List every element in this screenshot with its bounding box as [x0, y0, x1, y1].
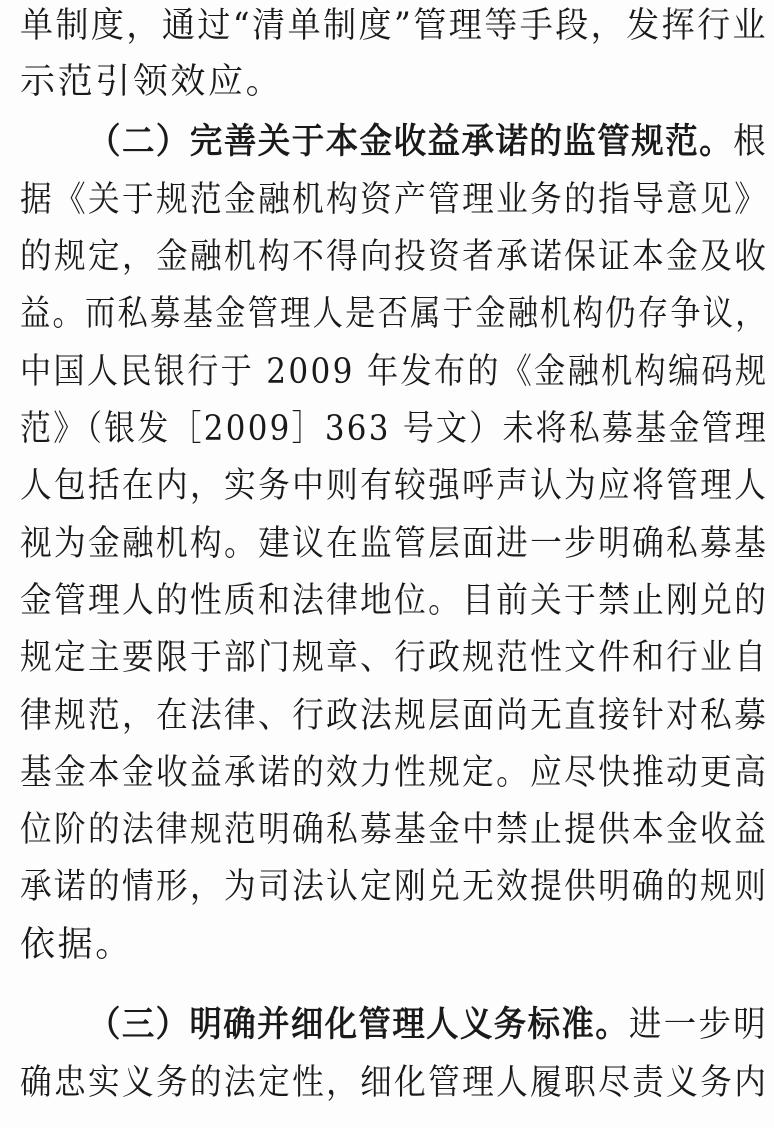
paragraph-3-line: 确忠实义务的法定性，细化管理人履职尽责义务内: [20, 1063, 769, 1103]
paragraph-2-line: 的规定，金融机构不得向投资者承诺保证本金及收: [20, 237, 769, 277]
paragraph-2-line: 规定主要限于部门规章、行政规范性文件和行业自: [20, 638, 769, 678]
paragraph-1-line-1: 单制度，通过“清单制度”管理等手段，发挥行业: [20, 6, 769, 46]
paragraph-1-line-2: 示范引领效应。: [20, 62, 284, 102]
paragraph-2-line: 据《关于规范金融机构资产管理业务的指导意见》: [20, 180, 769, 220]
paragraph-3-first-line-rest: 进一步明: [629, 1005, 769, 1045]
section-heading-3: （三）明确并细化管理人义务标准。: [88, 1005, 630, 1045]
section-heading-2: （二）完善关于本金收益承诺的监管规范。: [88, 122, 734, 162]
paragraph-2-line: 人包括在内，实务中则有较强呼声认为应将管理人: [20, 466, 769, 506]
paragraph-2-line: 金管理人的性质和法律地位。目前关于禁止刚兑的: [20, 581, 769, 621]
paragraph-2-line: 承诺的情形，为司法认定刚兑无效提供明确的规则: [20, 867, 769, 907]
paragraph-2-line: 依据。: [20, 925, 133, 965]
paragraph-2-line: 视为金融机构。建议在监管层面进一步明确私募基: [20, 524, 769, 564]
paragraph-2-line: 中国人民银行于 2009 年发布的《金融机构编码规: [20, 352, 769, 392]
paragraph-2-line: 律规范，在法律、行政法规层面尚无直接针对私募: [20, 696, 769, 736]
paragraph-2-first-line: [88, 122, 768, 162]
paragraph-2-line: 基金本金收益承诺的效力性规定。应尽快推动更高: [20, 753, 769, 793]
paragraph-2-line: 益。而私募基金管理人是否属于金融机构仍存争议，: [20, 294, 768, 334]
paragraph-2-line: 位阶的法律规范明确私募基金中禁止提供本金收益: [20, 810, 769, 850]
paragraph-3-first-line: [88, 1005, 768, 1045]
paragraph-2-first-line-rest: 根: [733, 122, 769, 162]
paragraph-2-line: 范》（银发［2009］363 号文）未将私募基金管理: [20, 409, 769, 449]
